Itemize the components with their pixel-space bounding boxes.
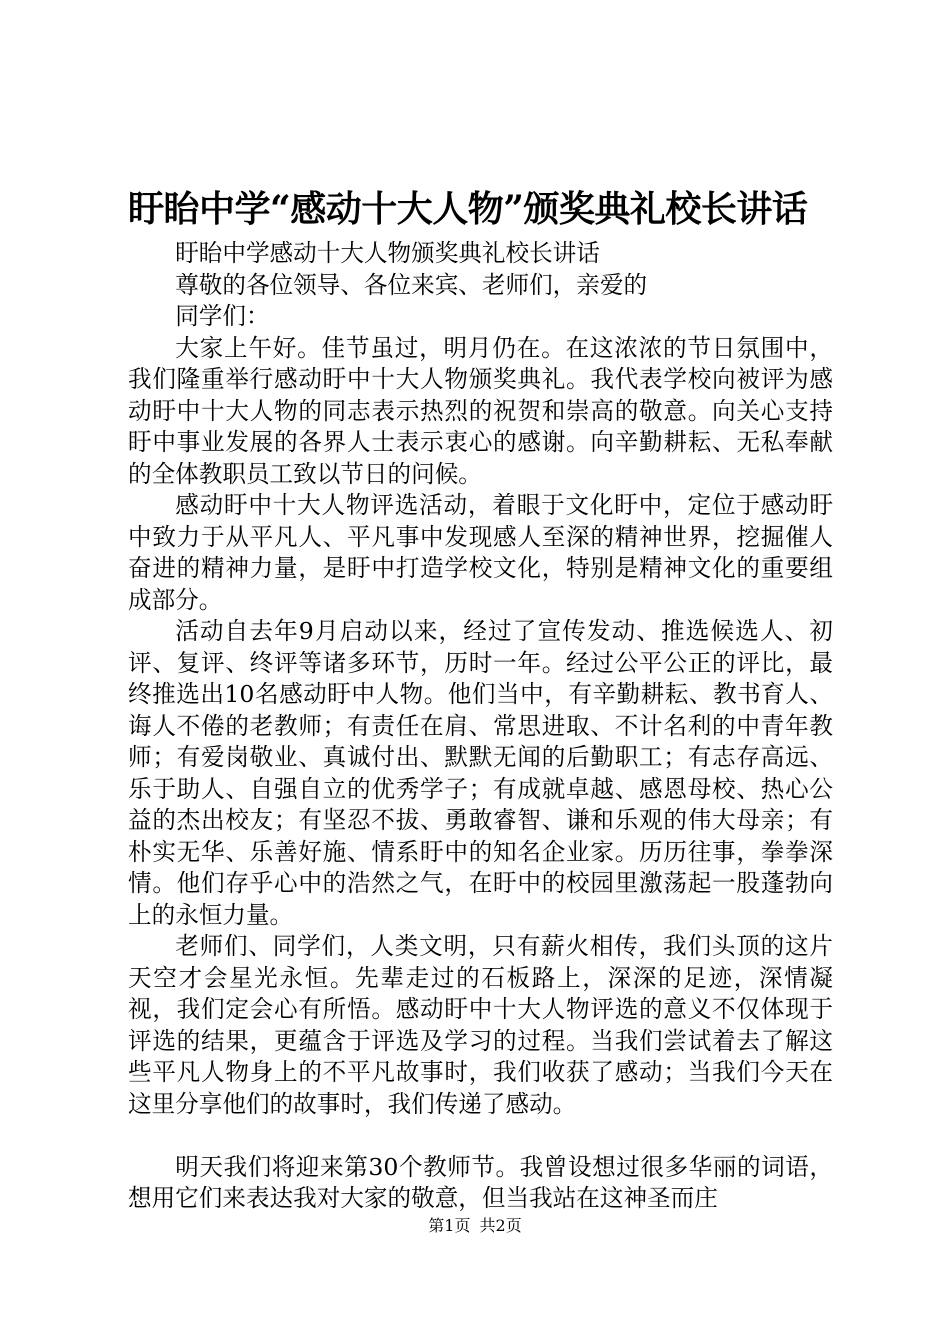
salutation-line: 尊敬的各位领导、各位来宾、老师们，亲爱的 <box>175 270 648 299</box>
paragraph-significance: 老师们、同学们，人类文明，只有薪火相传，我们头顶的这片天空才会星光永恒。先辈走过的石板路上，深深的足迹，深情凝视，我们定会心有所悟。感动盱中十大人物评选的意义不仅体现于评选的结果，更蕴含于评选及学习的过程。当我们尝试着去了解这些平凡人物身上的不平凡故事时，我们收获了感动；当我们今天在这里分享他们的故事时，我们传递了感动。 <box>128 932 833 1118</box>
paragraph-greeting: 大家上午好。佳节虽过，明月仍在。在这浓浓的节日氛围中，我们隆重举行感动盱中十大人物颁奖典礼。我代表学校向被评为感动盱中十大人物的同志表示热烈的祝贺和崇高的敬意。向关心支持盱中事业发展的各界人士表示衷心的感谢。向辛勤耕耘、无私奉献的全体教职员工致以节日的问候。 <box>128 333 833 488</box>
page-footer <box>0 1216 950 1236</box>
document-body <box>128 238 833 1215</box>
total-pages: 共2页 <box>479 1216 522 1235</box>
paragraph-activity-purpose: 感动盱中十大人物评选活动，着眼于文化盱中，定位于感动盱中致力于从平凡人、平凡事中发现感人至深的精神世界，挖掘催人奋进的精神力量，是盱中打造学校文化，特别是精神文化的重要组成部分。 <box>128 491 833 614</box>
paragraph-selection-process: 活动自去年9月启动以来，经过了宣传发动、推选候选人、初评、复评、终评等诸多环节，历时一年。经过公平公正的评比，最终推选出10名感动盱中人物。他们当中，有辛勤耕耘、教书育人、诲人不倦的老教师；有责任在肩、常思进取、不计名利的中青年教师；有爱岗敬业、真诚付出、默默无闻的后勤职工；有志存高远、乐于助人、自强自立的优秀学子；有成就卓越、感恩母校、热心公益的杰出校友；有坚忍不拔、勇敢睿智、谦和乐观的伟大母亲；有朴实无华、乐善好施、情系盱中的知名企业家。历历往事，拳拳深情。他们存乎心中的浩然之气，在盱中的校园里激荡起一股蓬勃向上的永恒力量。 <box>128 617 833 929</box>
document-title: 盱眙中学“感动十大人物”颁奖典礼校长讲话 <box>128 188 808 230</box>
salutation-line-continued: 同学们： <box>175 302 270 330</box>
page-number: 第1页 <box>428 1216 471 1235</box>
subtitle-line: 盱眙中学感动十大人物颁奖典礼校长讲话 <box>175 239 600 267</box>
paragraph-teachers-day: 明天我们将迎来第30个教师节。我曾设想过很多华丽的词语，想用它们来表达我对大家的敬意，但当我站在这神圣而庄 <box>128 1152 833 1212</box>
